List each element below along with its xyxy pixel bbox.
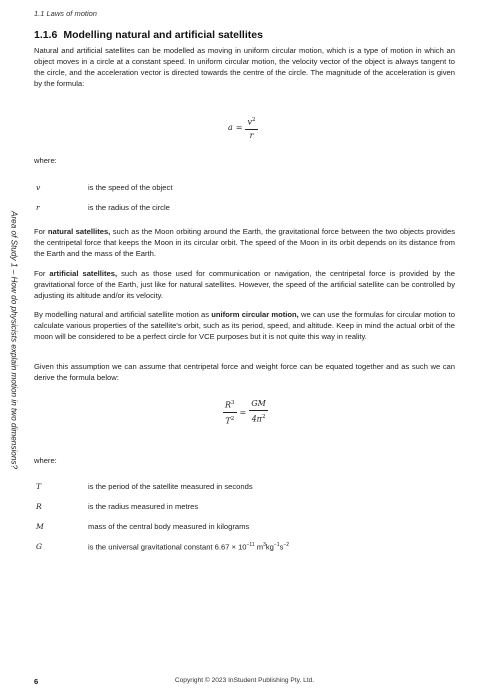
formula-left-denominator bbox=[223, 413, 237, 427]
definition-symbol: M bbox=[36, 522, 44, 531]
definition-row bbox=[34, 522, 455, 533]
para-text: By modelling natural and artificial satellite motion as bbox=[34, 310, 212, 319]
para-text: such as the Moon orbiting around the Earth, the gravitational force between the two objects provides the centripetal force that keeps the Moon in its circular orbit. The speed of the Moon in its orbit depends on its distance from the Earth and the mass of the Earth. bbox=[34, 227, 455, 258]
formula-num-var: v bbox=[247, 117, 253, 127]
definition-text: is the radius measured in metres bbox=[88, 502, 199, 511]
where-label-2: where: bbox=[34, 456, 57, 465]
formula-right-numerator: GM bbox=[249, 399, 268, 411]
definition-symbol: G bbox=[36, 542, 43, 551]
formula-exp: 2 bbox=[230, 415, 235, 422]
definition-symbol: r bbox=[36, 203, 40, 212]
unit-text: s bbox=[279, 542, 284, 552]
unit-exp: −1 bbox=[273, 542, 280, 548]
acceleration-formula bbox=[228, 115, 258, 141]
artificial-satellites-paragraph bbox=[34, 268, 455, 301]
formula-exp: 3 bbox=[231, 400, 235, 406]
definition-text bbox=[88, 542, 289, 552]
constant-exp: −11 bbox=[246, 542, 255, 548]
section-number: 1.1.6 bbox=[34, 29, 58, 41]
definition-symbol: T bbox=[36, 482, 42, 491]
orbital-period-formula bbox=[223, 398, 268, 426]
formula-num-exp: 2 bbox=[252, 117, 256, 123]
formula-equals: = bbox=[239, 407, 247, 417]
definition-text: is the period of the satellite measured in seconds bbox=[88, 482, 253, 491]
para-text: such as those used for communication or navigation, the centripetal force is provided by the gravitational force of the Earth, just like for natural satellites. However, the speed of the artificial satellite can be controlled by adjusting its altitude and/or its velocity. bbox=[34, 269, 455, 300]
section-title bbox=[34, 29, 263, 41]
para-bold-term: natural satellites, bbox=[47, 227, 111, 236]
where-label-1: where: bbox=[34, 156, 57, 165]
intro-paragraph: Natural and artificial satellites can be modelled as moving in uniform circular motion, which is a type of motion in which an object moves in a circle at a constant speed. In uniform circular motion, the velocity vector of the object is always tangent to the circle, and the acceleration vector is directed towards the centre of the circle. The magnitude of the acceleration is given by the formula: bbox=[34, 46, 455, 88]
para-text: For bbox=[34, 227, 48, 236]
definition-row bbox=[34, 203, 455, 214]
unit-text: m bbox=[254, 542, 264, 552]
definition-row bbox=[34, 183, 455, 194]
definition-text: is the radius of the circle bbox=[88, 203, 170, 212]
definition-text: is the speed of the object bbox=[88, 183, 173, 192]
formula-left-fraction bbox=[223, 398, 237, 426]
modelling-paragraph bbox=[34, 309, 455, 342]
definition-symbol: R bbox=[36, 502, 42, 511]
formula-fraction bbox=[245, 115, 257, 141]
section-title-text: Modelling natural and artificial satellites bbox=[63, 29, 263, 41]
definition-text: mass of the central body measured in kilograms bbox=[88, 522, 250, 531]
page-number: 6 bbox=[34, 677, 39, 686]
assumption-paragraph: Given this assumption we can assume that centripetal force and weight force can be equated together and as such we can derive the formula below: bbox=[34, 362, 455, 382]
formula-equals: = bbox=[235, 123, 243, 133]
formula-left-numerator bbox=[223, 398, 237, 413]
definition-row bbox=[34, 542, 455, 553]
definition-row bbox=[34, 502, 455, 513]
formula-var: 4π bbox=[251, 414, 262, 424]
definition-row bbox=[34, 482, 455, 493]
formula-right-fraction bbox=[249, 399, 268, 425]
para-bold-term: artificial satellites, bbox=[49, 269, 118, 278]
copyright-footer: Copyright © 2023 InStudent Publishing Pty. Ltd. bbox=[174, 677, 315, 684]
formula-lhs: a bbox=[228, 122, 233, 132]
unit-exp: 3 bbox=[263, 542, 266, 548]
formula-numerator bbox=[245, 115, 257, 130]
area-of-study-side-label: Area of Study 1 – How do physicists explain motion in two dimensions? bbox=[9, 210, 19, 470]
running-head: 1.1 Laws of motion bbox=[34, 9, 97, 18]
definition-symbol: v bbox=[36, 183, 41, 192]
constant-text: is the universal gravitational constant 6.67 × 10 bbox=[88, 542, 247, 552]
para-text: For bbox=[34, 269, 50, 278]
para-text: we can use the formulas for circular motion to calculate various properties of the satellite's orbit, such as its period, speed, and altitude. Keep in mind the actual orbit of the moon will be considered to be a perfect circle for VCE purposes but it is not quite this way in reality. bbox=[34, 310, 455, 341]
formula-exp: 2 bbox=[261, 414, 266, 421]
formula-var: T bbox=[225, 416, 231, 426]
para-bold-term: uniform circular motion, bbox=[211, 310, 299, 319]
unit-exp: −2 bbox=[283, 542, 290, 548]
formula-var: R bbox=[225, 400, 232, 410]
formula-right-denominator bbox=[249, 411, 268, 425]
natural-satellites-paragraph bbox=[34, 226, 455, 259]
formula-denominator: r bbox=[249, 130, 254, 140]
unit-text: kg bbox=[265, 542, 274, 552]
